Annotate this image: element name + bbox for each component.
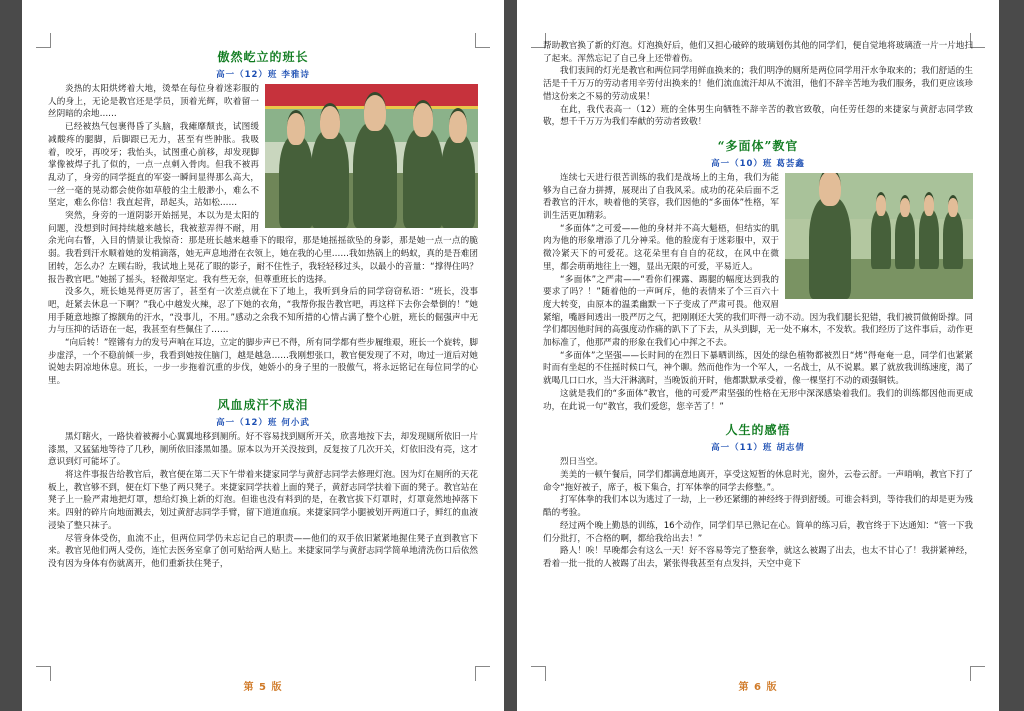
page-number: 第 5 版 bbox=[243, 682, 283, 693]
article-paragraph: 黑灯瞎火，一路快着被褥小心翼翼地移到厕所。好不容易找到厕所开关，欣喜地按下去，却发现厕所依旧一片漆黑，又猛猛地等待了几秒，厕所依旧漆黑如墨。原本以为开关没按到，反复按了几次开关，灯依旧没有亮，这才意识到灯可能坏了。 bbox=[48, 431, 478, 468]
article-title: 人生的感悟 bbox=[725, 423, 791, 438]
article-paragraph: 将这件事报告给教官后，教官便在第二天下午带着来捷家同学与黄舒志同学去修理灯泡。因为灯在厕所的天花板上，教官够不到，便在灯下垫了两只凳子。来捷家同学扶着上面的凳子，黄舒志同学扶着下面的凳子。教官站在凳子上一脸严肃地把灯罩，想给灯换上新的灯泡。但谁也没有料到的是，在教官拔下灯罩时，灯罩竟然地掉落下来。四射的碎片向地面溅去，划过黄舒志同学手臂，留下道道血痕。来捷家同学小腿被划开两道口子，鲜红的血液浸染了整只袜子。 bbox=[48, 469, 478, 531]
article-paragraph: 打军体拳的我们本以为逃过了一劫，上一秒还紧绷的神经终于得到舒缓。可谁会料到，等待我们的却是更为残酷的考验。 bbox=[543, 495, 973, 519]
article-byline: 高一（11）班 胡志倩 bbox=[711, 443, 805, 454]
article-byline: 高一（12）班 李雅诗 bbox=[216, 70, 310, 80]
article-paragraph: 帮助教官换了新的灯泡。灯泡换好后，他们又担心破碎的玻璃划伤其他的同学们，便自觉地将玻璃渣一片一片地扫了起来。浑然忘记了自己身上还带着伤。 bbox=[543, 41, 973, 64]
article-paragraph: “多面体”之坚强——长时间的在烈日下暴晒训练，因处的绿色植物都被烈日“烤”得奄奄一息，同学们也紧紧时而有坐起的不住摇时候口气，神个聊。然而他作为一个军人，一名战士，从不说累。累了就放我训练速度，渴了就喝几口口水，当大汗淋漓时，当晚饭前开时，他都默默承受着，像一棵坚打不动的顽强铜铁。 bbox=[543, 350, 973, 387]
article-paragraph: 已经被热气包裹得昏了头脑，我瘫靡颓丧，试图缓减酸疼的腿脚，后脚跟已无力，甚至有些肿胀。我吸着，咬牙，再咬牙；我怡头，试图重心前移，却发现脚掌像被焊子扎了似的，一点一点刺入骨肉。但我不被再乱动了，身旁的同学挺直的军姿一瞬间显得那么高大，一丝一毫的晃动都会使你如草般的尘土般渺小，难么不坚定，难么你信！我直起背，昂起头，站如松…… bbox=[48, 122, 259, 209]
article-paragraph: 连续七天进行很苦训练的我们是战场上的主角，我们为能够为自己奋力拼搏，展现出了自我风采。成功的花朵后面不乏看教官的汗水，映着他的笑容，我们因他的“多面体”性格，军训生活更加精彩。 bbox=[543, 172, 779, 222]
page-right-content bbox=[543, 40, 973, 669]
article-paragraph: 在此，我代表高一（12）班的全体男生向牺牲不辞辛苦的教官致敬，向任劳任怨的来捷家与黄舒志同学致敬，想千千万万为我们奉献的劳动者致敬！ bbox=[543, 104, 973, 128]
article-paragraph: 炎热的太阳烘烤着大地，烫晕在每位身着迷彩服的人的身上，无论是教官还是学员，顶着光辉，吹着留一丝阴暗的余地…… bbox=[48, 84, 259, 120]
article-paragraph: 经过两个晚上勤恳的训练，16个动作，同学们早已熟记在心。简单的练习后，教官终于下达通知：“管一下我们分批打，不合格的啊，都给我给出去！” bbox=[543, 520, 973, 544]
page-number: 第 6 版 bbox=[738, 682, 778, 693]
article-paragraph: “多面体”之严肃——“看你们裸露、踢腿的幅度达到我的要求了吗？！”随着他的一声呵斥，他的表情来了个三百六十度大转变，由原本的温柔幽默一下子变成了严肃可畏。他双眉紧缩，嘴唇间透出一股严厉之气，把刚刚还大笑的我们吓得一动不动。因为我们腿长犯错，我们被罚做俯卧撑。同学们都因他时间的高强度动作痛的趴下了下去，从头到脚，无一处不麻木，不发软。我们经历了这件事后，动作更加标准了，他那严肃的形象在我们心中挥之不去。 bbox=[543, 274, 973, 349]
article-paragraph: 路人！唉！早晚都会有这么一天！好不容易等完了整套拳，就这么被踢了出去，也太不甘心了！我拼紧神经，看着一批一批的人被踢了出去，紧张得我甚至有点发抖，天空中竟下 bbox=[543, 546, 973, 569]
article-byline: 高一（12）班 何小武 bbox=[216, 417, 310, 428]
article-paragraph: 突然，身旁的一道阴影开始摇晃，本以为是太阳的问题，没想到时间持续越来越长，我被惹弄得不耐，用余光向右瞥，入目的情景让我惊奇：那是班长越来越垂下的眼帘，那是她摇摇欲坠的身影，那是她一点一点的脆弱。我看到汗水顺着她的发梢滴落，她无声息地滑在衣领上，她在我的心里……我如热锅上的蚂蚁，真的是吾难团团转，怎么办？左顾右盼，我试地上晃花了眼的影子，耐不住性子，我轻轻移过头，以最小的音量：“撑得住吗？报告教官吧。”她摇了摇头，轻微却坚定。我有些无奈，但尊重班长的选择。 bbox=[48, 211, 478, 285]
document-page-right bbox=[517, 0, 999, 711]
instructor-photo bbox=[785, 173, 973, 299]
article-paragraph: 烈日当空。 bbox=[560, 457, 603, 468]
article-title: 傲然屹立的班长 bbox=[217, 50, 309, 64]
article-paragraph: 这就是我们的“多面体”教官，他的可爱严肃坚强的性格在无形中深深感染着我们。我们的训练都因他而更成功，在此说一句“教官，我们爱您，您辛苦了！” bbox=[543, 388, 973, 412]
page-left-content bbox=[48, 40, 478, 669]
article-title: “多面体”教官 bbox=[717, 138, 799, 153]
document-page-left bbox=[22, 0, 504, 711]
article-paragraph: 美美的一顿午餐后，同学们都满意地离开，享受这短暂的休息时光，窗外，云卷云舒。一声哨响，教官下打了命令“拖好被子，席子，板下集合，打军体拳的同学去修整。”。 bbox=[543, 469, 973, 493]
military-training-photo bbox=[265, 84, 478, 228]
article-paragraph: 没多久，班长她晃得更厉害了，甚至有一次差点就在下了地上，我听到身后的同学窃窃私语：“班长，没事吧，赶紧去休息一下啊？”我心中越发火辣，忍了下她的衣角，“我帮你报告教官吧，再这样下去你会晕倒的！”她用手随意地擦了擦额角的汗水，“没事儿，不用。”感动之余我不知所措的心情占满了整个心脏，班长的倔强声中无力与压抑的话语在一起，我甚至有些佩住了…… bbox=[48, 287, 478, 336]
article-paragraph: 我们衷间的灯光是教官和两位同学用鲜血换来的；我们明净的厕所是两位同学用汗水争取来的；我们舒适的生活是千千万万的劳动者用辛劳付出换来的！他们流血流汗却从不流泪，他们不辞辛苦地为我们服务，我们更应该珍惜这份来之不易的劳动成果！ bbox=[543, 66, 973, 102]
article-title: 风血成汗不成泪 bbox=[217, 397, 309, 412]
article-paragraph: “向后转！”铿锵有力的发号声响在耳边，立定的脚步声已不得，所有同学都有些步履维艰，班长一个旋转，脚步虚浮，一个不稳前倾一步，我看到她按住脑门，越是越急……我刚想张口，教官便发现了不对，吻过一道后对她说她去阴凉地休息。班长，一步一步拖着沉重的步伐，她娇小的身子里的一股傲气，将永远铭记在每位同学的心里。 bbox=[48, 338, 478, 387]
article-byline: 高一（10）班 葛荟鑫 bbox=[711, 158, 805, 169]
article-paragraph: 尽管身体受伤，血流不止，但两位同学仍未忘记自己的职责——他们的双手依旧紧紧地握住凳子直到教官下来。教官见他们两人受伤，连忙去医务室拿了创可贴给两人贴上。来捷家同学与黄舒志同学简单地清洗伤口后依然没有因为身体有伤就离开，他们重新扶住凳子， bbox=[48, 533, 478, 569]
article-paragraph: “多面体”之可爱——他的身材并不高大魁梧，但结实的肌肉为他的形象增添了几分神采。他的脸庞有于迷彩服中，双于微冷紧天下的可爱花。这花朵里有自自的花纹，在风中在微里，都会萌萌地往上一翘，显出无限的可爱，平易近人。 bbox=[543, 223, 779, 272]
